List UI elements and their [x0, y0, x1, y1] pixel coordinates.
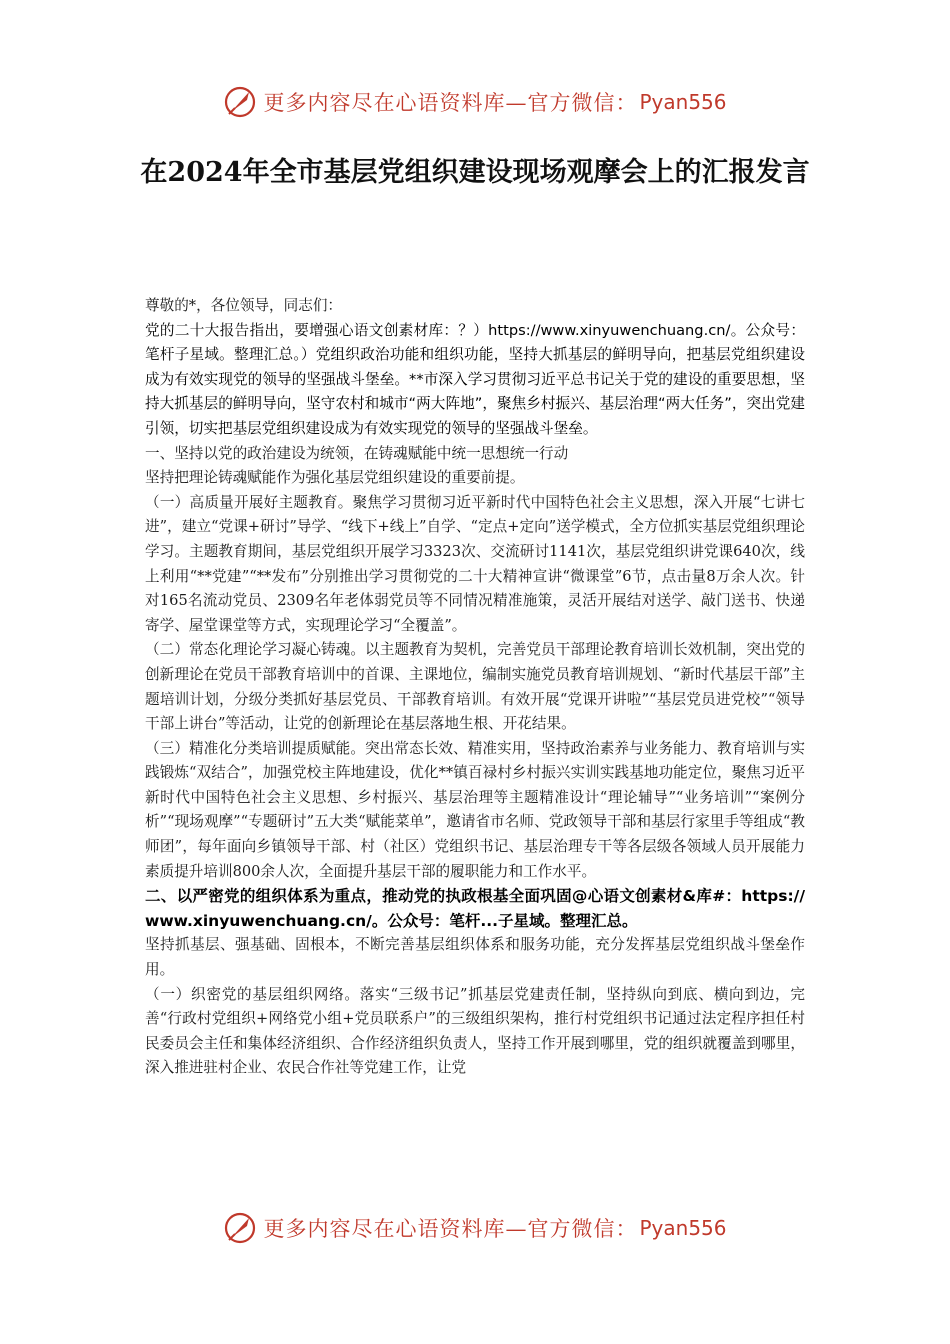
section-1-item-2: （二）常态化理论学习凝心铸魂。以主题教育为契机，完善党员干部理论教育培训长效机制，突出党的创新理论在党员干部教育培训中的首课、主课地位，编制实施党员教育培训规划、“新时代基层干部”主题培训计划，分级分类抓好基层党员、干部教育培训。有效开展“党课开讲啦”“基层党员进党校”“领导干部上讲台”等活动，让党的创新理论在基层落地生根、开花结果。	[145, 641, 805, 733]
watermark-account: Pyan556	[639, 90, 727, 114]
document-body	[145, 294, 805, 1081]
watermark-text: 更多内容尽在心语资料库—官方微信：	[263, 1217, 638, 1241]
section-heading-2: 二、以严密党的组织体系为重点，推动党的执政根基全面巩固@心语文创素材&库#：https://www.xinyuwenchuang.cn/。公众号：笔杆...子星域。整理汇总。	[145, 887, 805, 930]
document-title: 在2024年全市基层党组织建设现场观摩会上的汇报发言	[140, 157, 810, 188]
watermark-text: 更多内容尽在心语资料库—官方微信：	[263, 91, 638, 115]
salutation: 尊敬的*，各位领导，同志们：	[145, 297, 343, 314]
watermark-account: Pyan556	[639, 1216, 727, 1240]
section-2-lead: 坚持抓基层、强基础、固根本，不断完善基层组织体系和服务功能，充分发挥基层党组织战斗堡垒作用。	[145, 936, 805, 979]
section-2-item-1: （一）织密党的基层组织网络。落实“三级书记”抓基层党建责任制，坚持纵向到底、横向到边，完善“行政村党组织+网络党小组+党员联系户”的三级组织架构，推行村党组织书记通过法定程序担任村民委员会主任和集体经济组织、合作经济组织负责人，坚持工作开展到哪里，党的组织就覆盖到哪里，深入推进驻村企业、农民合作社等党建工作，让党	[145, 985, 805, 1077]
section-heading-1: 一、坚持以党的政治建设为统领，在铸魂赋能中统一思想统一行动	[145, 444, 569, 462]
watermark-banner-bottom	[0, 1208, 950, 1248]
watermark-banner-top	[0, 82, 950, 122]
section-1-item-3: （三）精准化分类培训提质赋能。突出常态长效、精准实用，坚持政治素养与业务能力、教育培训与实践锻炼“双结合”，加强党校主阵地建设，优化**镇百禄村乡村振兴实训实践基地功能定位，聚焦习近平新时代中国特色社会主义思想、乡村振兴、基层治理等主题精准设计“理论辅导”“业务培训”“案例分析”“现场观摩”“专题研讨”五大类“赋能菜单”，邀请省市名师、党政领导干部和基层行家里手等组成“教师团”，每年面向乡镇领导干部、村（社区）党组织书记、基层治理专干等各层级各领域人员开展能力素质提升培训800余人次，全面提升基层干部的履职能力和工作水平。	[145, 739, 805, 880]
quill-pen-logo-icon	[223, 1211, 257, 1245]
section-1-item-1: （一）高质量开展好主题教育。聚焦学习贯彻习近平新时代中国特色社会主义思想，深入开展“七讲七进”，建立“党课+研讨”导学、“线下+线上”自学、“定点+定向”送学模式，全方位抓实基层党组织理论学习。主题教育期间，基层党组织开展学习3323次、交流研讨1141次，基层党组织讲党课640次，线上利用“**党建”“**发布”分别推出学习贯彻党的二十大精神宣讲“微课堂”6节，点击量8万余人次。针对165名流动党员、2309名年老体弱党员等不同情况精准施策，灵活开展结对送学、敲门送书、快递寄学、屋堂课堂等方式，实现理论学习“全覆盖”。	[145, 493, 805, 634]
intro-paragraph: 党的二十大报告指出，要增强心语文创素材库：？）https://www.xinyuwenchuang.cn/。公众号：笔杆子星域。整理汇总。）党组织政治功能和组织功能，坚持大抓基层的鲜明导向，把基层党组织建设成为有效实现党的领导的坚强战斗堡垒。**市深入学习贯彻习近平总书记关于党的建设的重要思想，坚持大抓基层的鲜明导向，坚守农村和城市“两大阵地”，聚焦乡村振兴、基层治理“两大任务”，突出党建引领，切实把基层党组织建设成为有效实现党的领导的坚强战斗堡垒。	[145, 321, 805, 437]
section-1-lead: 坚持把理论铸魂赋能作为强化基层党组织建设的重要前提。	[145, 469, 525, 487]
quill-pen-logo-icon	[223, 85, 257, 119]
